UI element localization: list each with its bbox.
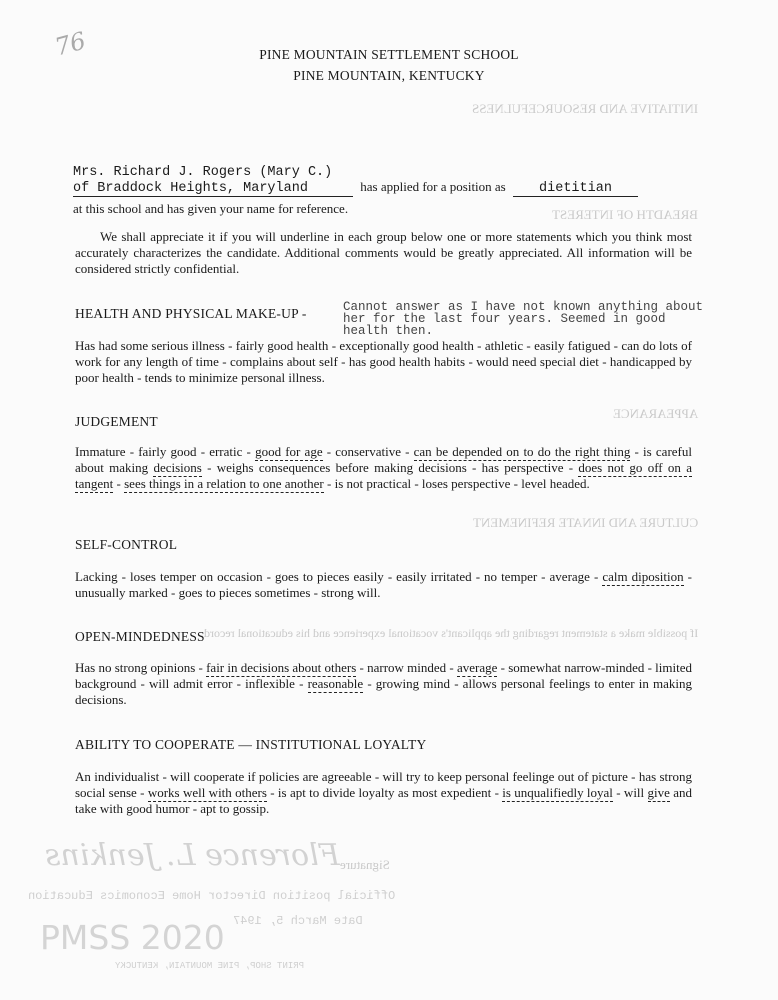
section-heading-cooperation: ABILITY TO COOPERATE — INSTITUTIONAL LOYALTY bbox=[75, 737, 427, 752]
statement-text: - is not practical - loses perspective - level headed. bbox=[323, 476, 590, 491]
bleed-signature: Florence L. Jenkins bbox=[45, 838, 340, 873]
applicant-name: Mrs. Richard J. Rogers (Mary C.) bbox=[73, 165, 333, 180]
statement-text: - will bbox=[612, 785, 648, 800]
underlined-statement: can be depended on to do the right thing bbox=[413, 444, 631, 459]
section-heading-open-mindedness: OPEN-MINDEDNESS bbox=[75, 629, 205, 644]
section-heading-judgement: JUDGEMENT bbox=[75, 414, 158, 429]
underlined-statement: give bbox=[647, 785, 670, 800]
applied-text: has applied for a position as bbox=[360, 179, 506, 194]
bleed-heading-appearance: APPEARANCE bbox=[612, 406, 698, 421]
statement-text: Lacking - loses temper on occasion - goes to pieces easily - easily irritated - no temper - average - bbox=[75, 569, 603, 584]
statement-text: Immature - fairly good - erratic - bbox=[75, 444, 256, 459]
section-heading-health: HEALTH AND PHYSICAL MAKE-UP - bbox=[75, 306, 307, 321]
statement-text: Has had some serious illness - fairly good health - exceptionally good health - athletic - easily fatigued - can do lots of work for any length of time - complains about self - has good health habits - would need special diet - handicapped by poor health - tends to minimize personal illness. bbox=[75, 338, 692, 385]
underlined-statement: works well with others bbox=[147, 785, 267, 800]
health-comment: Cannot answer as I have not known anything about her for the last four years. Seemed in good health then. bbox=[343, 300, 704, 338]
statement-text: and take with good humor - apt to gossip. bbox=[75, 785, 693, 816]
bleed-signature-label: Signature bbox=[340, 857, 390, 872]
underlined-statement: decisions bbox=[153, 460, 202, 475]
section-heading-self-control: SELF-CONTROL bbox=[75, 537, 178, 552]
margin-note: 76 bbox=[51, 26, 89, 62]
position-field: dietitian bbox=[513, 181, 638, 197]
section-body-cooperation bbox=[75, 769, 692, 817]
watermark: PMSS 2020 bbox=[40, 918, 225, 957]
statement-text: - bbox=[113, 476, 125, 491]
underlined-statement: fair in decisions about others bbox=[206, 660, 357, 675]
bleed-print-shop: PRINT SHOP, PINE MOUNTAIN, KENTUCKY bbox=[115, 961, 305, 971]
statement-text: - unusually marked - goes to pieces sometimes - strong will. bbox=[75, 569, 692, 600]
underlined-statement: sees things in a relation to one another bbox=[124, 476, 324, 491]
statement-text: An individualist - will cooperate if policies are agreeable - will try to keep personal feelinge out of picture - has strong social sense - bbox=[75, 769, 692, 800]
bleed-heading-initiative: INITIATIVE AND RESOURCEFULNESS bbox=[471, 101, 698, 116]
underlined-statement: average bbox=[457, 660, 498, 675]
statement-text: - is careful about making bbox=[75, 444, 692, 475]
section-body-health bbox=[75, 338, 692, 386]
bleed-heading-breadth: BREADTH OF INTEREST bbox=[552, 207, 698, 222]
underlined-statement: calm diposition bbox=[602, 569, 684, 584]
applicant-line bbox=[73, 179, 638, 197]
statement-text: - weighs consequences before making decisions - has perspective - bbox=[201, 460, 579, 475]
statement-text: Has no strong opinions - bbox=[75, 660, 207, 675]
statement-text: - somewhat narrow-minded - limited background - will admit error - inflexible - bbox=[75, 660, 693, 691]
reference-text: at this school and has given your name for reference. bbox=[73, 201, 349, 216]
school-location: PINE MOUNTAIN, KENTUCKY bbox=[293, 68, 485, 83]
section-body-judgement bbox=[75, 444, 692, 492]
statement-text: - narrow minded - bbox=[356, 660, 457, 675]
statement-text: - is apt to divide loyalty as most expedient - bbox=[266, 785, 503, 800]
bleed-heading-culture: CULTURE AND INNATE REFINEMENT bbox=[472, 515, 698, 530]
underlined-statement: reasonable bbox=[307, 676, 364, 691]
applicant-location: of Braddock Heights, Maryland bbox=[73, 181, 353, 197]
section-body-open-mindedness bbox=[75, 660, 692, 708]
underlined-statement: good for age bbox=[255, 444, 323, 459]
bleed-date: Date March 5, 1947 bbox=[233, 914, 363, 928]
underlined-statement: does not go off on a tangent bbox=[75, 460, 692, 491]
section-body-self-control bbox=[75, 569, 692, 601]
bleed-statement: If possible make a statement regarding the applicant's vocational experience and his educational record. bbox=[200, 626, 698, 640]
statement-text: - conservative - bbox=[322, 444, 414, 459]
bleed-official-position: Official position Director Home Economics Education bbox=[28, 889, 396, 903]
instructions: We shall appreciate it if you will underline in each group below one or more statements which you think most accurately characterizes the candidate. Additional comments would be greatly appreciated. All information will be considered strictly confidential. bbox=[75, 229, 692, 276]
statement-text: - growing mind - allows personal feelings to enter in making decisions. bbox=[75, 676, 692, 707]
school-name: PINE MOUNTAIN SETTLEMENT SCHOOL bbox=[259, 47, 519, 62]
underlined-statement: is unqualifiedly loyal bbox=[502, 785, 613, 800]
